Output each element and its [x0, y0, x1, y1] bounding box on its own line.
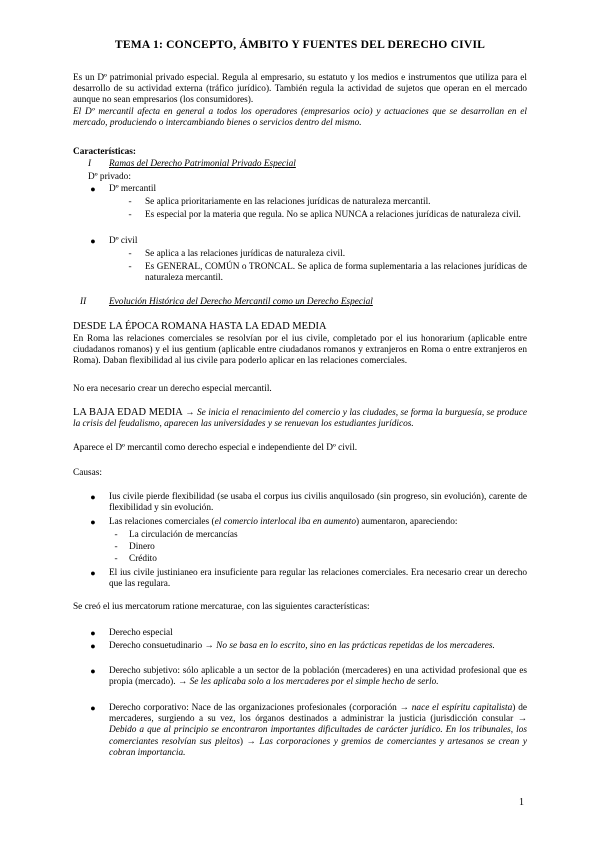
- bullet-icon: ●: [90, 628, 96, 638]
- mercantil-label: Dº mercantil: [109, 184, 157, 194]
- arrow-icon: →: [204, 641, 214, 651]
- mercatorum-item-3: [109, 666, 527, 688]
- section-1-number: I: [88, 159, 92, 169]
- item-2-pre: Derecho consuetudinario: [109, 641, 203, 651]
- bullet-icon: ●: [90, 666, 96, 676]
- section-2-number: II: [80, 297, 87, 307]
- dash-icon: -: [128, 249, 132, 259]
- mercatorum-item-1: Derecho especial: [109, 628, 173, 638]
- causa-1: Ius civile pierde flexibilidad (se usaba el corpus ius civilis anquilosado (sin progreso, sin evolución), carente de flexibilidad y sin evolución.: [109, 492, 527, 514]
- baja-edad-media-paragraph: [73, 407, 527, 430]
- dash-icon: -: [128, 262, 132, 272]
- bullet-icon: ●: [90, 703, 96, 713]
- causa-2-item-1: La circulación de mercancías: [129, 530, 238, 540]
- item-4-c: ) de mercaderes, surgiendo a su vez, los órganos destinados a administrar la justicia (jurisdicción consular: [109, 703, 527, 725]
- mercatorum-item-4: Derecho corporativo: Nace de las organizaciones profesionales (corporación → nace el espíritu capitalista) de mercaderes, surgiendo a su vez, los órganos destinados a administrar la justicia (jurisdicción consular → Debido a que al principio se encontraron importantes dificultades de carácter jurídico. En los tribunales, los comerciantes resolvían sus pleitos) → Las corporaciones y gremios de comerciantes y artesanos se crean y cobran importancia.: [109, 703, 527, 758]
- page-number: 1: [519, 797, 524, 808]
- baja-edad-media-label: LA BAJA EDAD MEDIA: [73, 407, 183, 418]
- causa-3: El ius civile justinianeo era insuficiente para regular las relaciones comerciales. Era necesario crear un derecho que las regulara.: [109, 568, 527, 590]
- item-3-pre: Derecho subjetivo: sólo aplicable a un sector de la población (mercaderes) en una actividad profesional que es propia (mercado).: [109, 666, 527, 688]
- causa-2-item-3: Crédito: [129, 554, 157, 564]
- document-title: TEMA 1: CONCEPTO, ÁMBITO Y FUENTES DEL DERECHO CIVIL: [114, 38, 486, 51]
- causa-2-post: ) aumentaron, apareciendo:: [355, 517, 458, 527]
- civil-label: Dº civil: [109, 236, 138, 246]
- aparece-paragraph: Aparece el Dº mercantil como derecho especial e independiente del Dº civil.: [73, 443, 358, 453]
- causa-2-item-2: Dinero: [129, 542, 155, 552]
- item-3-italic: Se les aplicaba solo a los mercaderes por el simple hecho de serlo.: [189, 677, 439, 688]
- causas-label: Causas:: [73, 468, 102, 478]
- arrow-icon: →: [177, 677, 188, 688]
- dash-icon: -: [114, 542, 118, 552]
- bullet-icon: ●: [90, 184, 96, 194]
- caracteristicas-heading: Características:: [73, 147, 136, 157]
- dash-icon: -: [114, 554, 118, 564]
- intro-paragraph: Es un Dº patrimonial privado especial. Regula al empresario, su estatuto y los medios e instrumentos que utiliza para el desarrollo de su actividad externa (tráfico jurídico). También regula la actividad de sujetos que operan en el mercado aunque no sean empresarios (los consumidores).: [73, 73, 527, 106]
- mercatorum-intro: Se creó el ius mercatorum ratione mercaturae, con las siguientes características:: [73, 602, 370, 612]
- no-necesario-paragraph: No era necesario crear un derecho especial mercantil.: [73, 384, 272, 394]
- mercantil-item-2: Es especial por la materia que regula. No se aplica NUNCA a relaciones jurídicas de naturaleza civil.: [145, 210, 521, 220]
- mercantil-item-1: Se aplica prioritariamente en las relaciones jurídicas de naturaleza mercantil.: [145, 197, 431, 207]
- bullet-icon: ●: [90, 568, 96, 578]
- privado-label: Dº privado:: [88, 172, 131, 182]
- arrow-icon: →: [185, 408, 195, 418]
- causa-2-pre: Las relaciones comerciales (: [109, 517, 215, 527]
- dash-icon: -: [128, 197, 132, 207]
- arrow-icon: →: [246, 736, 256, 747]
- item-4-a: Derecho corporativo: Nace de las organizaciones profesionales (corporación: [109, 703, 397, 713]
- arrow-icon: →: [517, 714, 527, 725]
- bullet-icon: ●: [90, 236, 96, 246]
- bullet-icon: ●: [90, 492, 96, 502]
- civil-item-1: Se aplica a las relaciones jurídicas de naturaleza civil.: [145, 249, 346, 259]
- historia-heading: DESDE LA ÉPOCA ROMANA HASTA LA EDAD MEDIA: [73, 321, 327, 332]
- bullet-icon: ●: [90, 517, 96, 527]
- dash-icon: -: [128, 210, 132, 220]
- section-1-heading: Ramas del Derecho Patrimonial Privado Especial: [109, 159, 296, 169]
- causa-2-italic: el comercio interlocal iba en aumento: [214, 517, 356, 527]
- item-4-d: Debido a que al principio se encontraron importantes dificultades de carácter jurídico. En los tribunales, los comerciantes resolvían sus pleitos: [109, 725, 527, 747]
- causa-2: [109, 517, 527, 528]
- section-2-heading: Evolución Histórica del Derecho Mercantil como un Derecho Especial: [109, 297, 373, 307]
- roma-paragraph: En Roma las relaciones comerciales se resolvían por el ius civile, completado por el ius honorarium (aplicable entre ciudadanos romanos) y el ius gentium (aplicable entre ciudadanos romanos y extranjeros en Roma o entre extranjeros en Roma). Daban flexibilidad al ius civile para poderlo aplicar en las relaciones comerciales.: [73, 334, 527, 367]
- item-2-italic: No se basa en lo escrito, sino en las prácticas repetidas de los mercaderes.: [216, 641, 495, 651]
- civil-item-2: Es GENERAL, COMÚN o TRONCAL. Se aplica de forma suplementaria a las relaciones jurídicas de naturaleza mercantil.: [145, 262, 527, 284]
- dash-icon: -: [114, 530, 118, 540]
- item-4-e: Las corporaciones y gremios de comerciantes y artesanos se crean y cobran importancia.: [109, 736, 527, 758]
- mercatorum-item-2: [109, 641, 527, 652]
- bullet-icon: ●: [90, 641, 96, 651]
- arrow-icon: →: [399, 703, 409, 713]
- item-4-b: nace el espíritu capitalista: [411, 703, 513, 713]
- baja-edad-media-text: Se inicia el renacimiento del comercio y las ciudades, se forma la burguesía, se produce la crisis del feudalismo, aparecen las universidades y se renuevan los estudiantes jurídicos.: [73, 408, 528, 430]
- intro-italic-paragraph: El Dº mercantil afecta en general a todos los operadores (empresarios ocio) y actuaciones que se desarrollan en el mercado, produciendo o intercambiando bienes o servicios dentro del mismo.: [73, 107, 527, 129]
